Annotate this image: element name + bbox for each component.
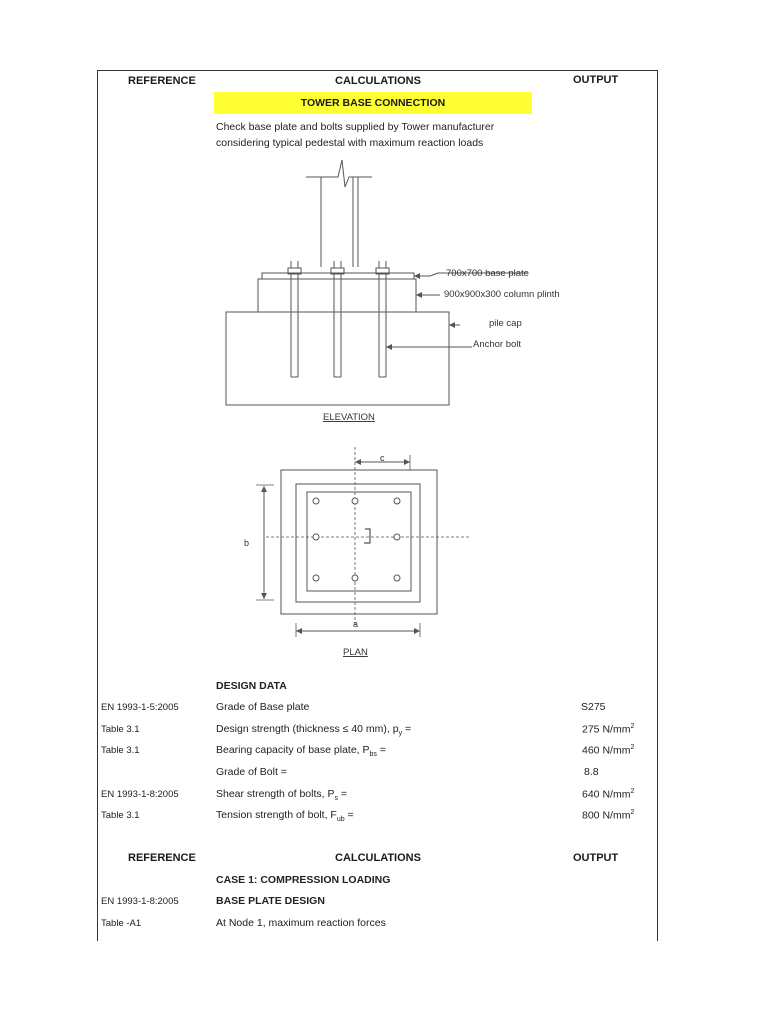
- row-ref: Table 3.1: [101, 724, 140, 735]
- row-value: 800 $N/mm^2$: [582, 809, 635, 822]
- dim-c-label: c: [380, 453, 385, 463]
- header-calculations: CALCULATIONS: [335, 75, 421, 87]
- elevation-drawing: [200, 155, 600, 430]
- plan-caption: PLAN: [343, 647, 368, 658]
- dim-b-label: b: [244, 538, 250, 548]
- label-anchor-bolt: Anchor bolt: [473, 339, 522, 350]
- header-output: OUTPUT: [573, 74, 619, 86]
- section-banner: TOWER BASE CONNECTION: [214, 92, 532, 114]
- row-text: Design strength (thickness ≤ 40 mm), $p_y$ =: [216, 723, 412, 738]
- header-calculations-2: CALCULATIONS: [335, 852, 421, 864]
- row-text: Grade of Bolt =: [216, 766, 287, 778]
- row-value: S275: [581, 701, 606, 713]
- case1-ref-2: Table -A1: [101, 918, 142, 929]
- row-ref: Table 3.1: [101, 745, 140, 756]
- label-column-plinth: 900x900x300 column plinth: [444, 289, 560, 300]
- intro-line-1: Check base plate and bolts supplied by Tower manufacturer: [216, 121, 495, 133]
- case1-text: At Node 1, maximum reaction forces: [216, 917, 386, 929]
- header-reference-2: REFERENCE: [128, 852, 196, 864]
- row-value: 640 $N/mm^2$: [582, 788, 635, 801]
- header-output-2: OUTPUT: [573, 852, 619, 864]
- row-text: Grade of Base plate: [216, 701, 310, 713]
- row-text: Tension strength of bolt, $F_{ub}$ =: [216, 809, 354, 824]
- row-value: 460 $N/mm^2$: [582, 744, 635, 757]
- case1-heading: CASE 1: COMPRESSION LOADING: [216, 874, 391, 886]
- label-base-plate: 700x700 base plate: [446, 268, 529, 279]
- row-value: 8.8: [584, 766, 599, 778]
- elevation-caption: ELEVATION: [323, 412, 375, 423]
- label-pile-cap: pile cap: [489, 318, 522, 329]
- plan-drawing: [230, 445, 490, 660]
- row-text: Bearing capacity of base plate, $P_{bs}$ =: [216, 744, 386, 759]
- intro-line-2: considering typical pedestal with maximum reaction loads: [216, 137, 484, 149]
- row-ref: EN 1993-1-5:2005: [101, 702, 179, 713]
- row-value: 275 $N/mm^2$: [582, 723, 635, 736]
- row-ref: Table 3.1: [101, 810, 140, 821]
- design-data-heading: DESIGN DATA: [216, 680, 287, 692]
- case1-ref-1: EN 1993-1-8:2005: [101, 896, 179, 907]
- row-ref: EN 1993-1-8:2005: [101, 789, 179, 800]
- base-plate-design-heading: BASE PLATE DESIGN: [216, 895, 325, 907]
- row-text: Shear strength of bolts, $P_s$ =: [216, 788, 348, 803]
- dim-a-label: a: [353, 619, 359, 629]
- header-reference: REFERENCE: [128, 75, 196, 87]
